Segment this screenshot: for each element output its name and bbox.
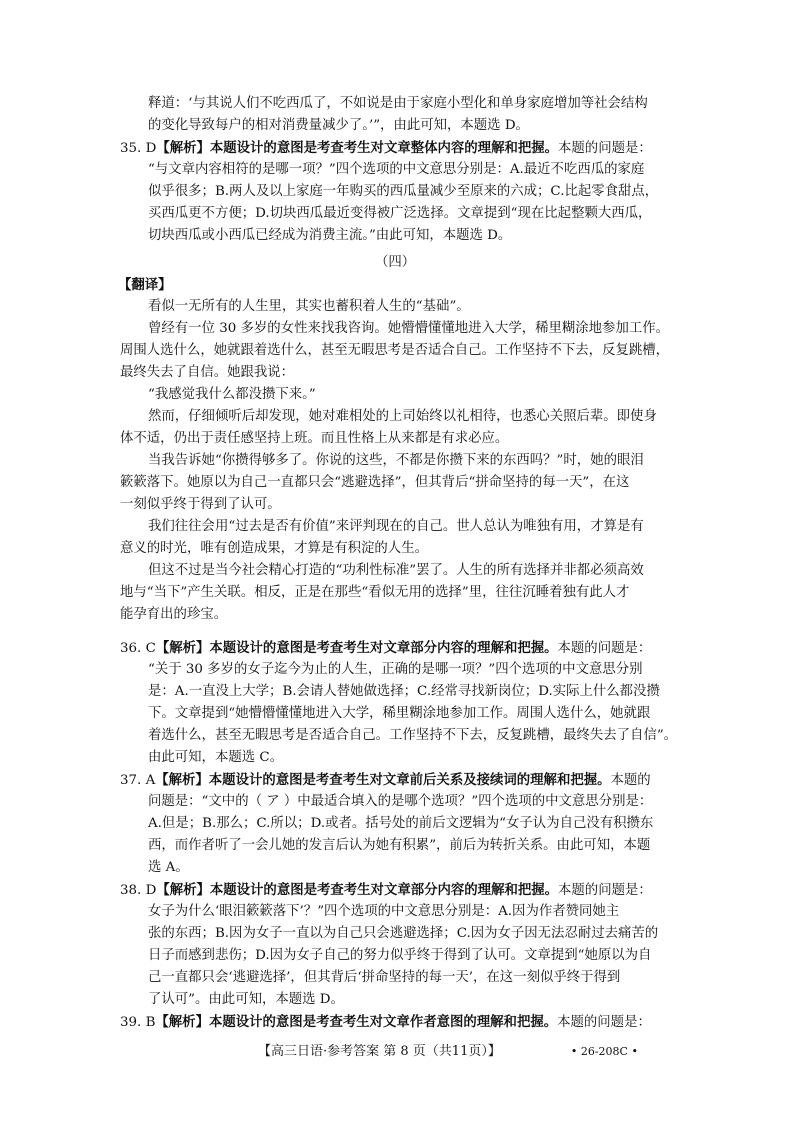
q36-line: 是：A.一直没上大学；B.会请人替她做选择；C.经常寻找新岗位；D.实际上什么都没攒 (148, 684, 660, 700)
q34-line-2: 的变化导致每户的相对消费量减少了。’”，由此可知，本题选 D。 (148, 117, 529, 133)
footer-code: • 26-208C • (570, 1045, 638, 1058)
q38-line: 己一直都只会‘逃避选择’，但其背后‘拼命坚持的每一天’，在这一刻似乎终于得到 (148, 970, 621, 986)
q36-line: 由此可知，本题选 C。 (148, 750, 284, 766)
translation-line: 当我告诉她“你攒得够多了。你说的这些，不都是你攒下来的东西吗？”时，她的眼泪 (148, 453, 644, 469)
q36-lead: 本题设计的意图是考查考生对文章部分内容的理解和把握。 (209, 640, 558, 657)
q39-answer: B (145, 1015, 156, 1030)
translation-line: 体不适，仍出于责任感坚持上班。而且性格上从来都是有求必应。 (120, 431, 509, 447)
translation-line: 但这不过是当今社会精心打造的“功利性标准”罢了。人生的所有选择并非都必须高效 (148, 563, 644, 579)
translation-line: 能孕育出的珍宝。 (120, 607, 228, 623)
q36-line: 下。文章提到“她懵懵懂懂地进入大学，稀里糊涂地参加工作。周围人选什么，她就跟 (148, 706, 651, 722)
footer-page-label: 【高三日语·参考答案 第 8 页（共11页）】 (258, 1044, 501, 1059)
q37-tag: 【解析】 (155, 772, 209, 789)
q35-line-2: “与文章内容相符的是哪一项？”四个选项的中文意思分别是：A.最近不吃西瓜的家庭 (148, 161, 645, 177)
q37-line: 选 A。 (148, 860, 189, 876)
q36-number: 36. (120, 641, 142, 657)
q38-line: 日子而感到悲伤；D.因为女子自己的努力似乎终于得到了认可。文章提到“她原以为自 (148, 948, 652, 964)
q38-number: 38. (120, 883, 142, 899)
q37-line: 西，而作者听了一会儿她的发言后认为她有积累”，前后为转折关系。由此可知，本题 (148, 838, 651, 854)
q38-line: 女子为什么‘眼泪簌簌落下’？”四个选项的中文意思分别是：A.因为作者赞同她主 (148, 904, 620, 920)
q36-tag: 【解析】 (155, 640, 210, 657)
q38-tag: 【解析】 (156, 882, 210, 899)
q37-lead-rest: 本题的 (610, 773, 651, 789)
q35-line-3: 似乎很多；B.两人及以上家庭一年购买的西瓜量减少至原来的六成；C.比起零食甜点， (148, 183, 659, 199)
q35-line-4: 买西瓜更不方便；D.切块西瓜最近变得被广泛选择。文章提到“现在比起整颗大西瓜， (148, 205, 652, 221)
q35-answer: D (145, 140, 157, 156)
q37-line: A.但是；B.那么；C.所以；D.或者。括号处的前后文逻辑为“女子认为自己没有积攒东 (148, 816, 654, 832)
q38-lead: 本题设计的意图是考查考生对文章部分内容的理解和把握。 (209, 882, 559, 899)
q38-lead-rest: 本题的问题是： (558, 883, 652, 899)
translation-line: “我感觉我什么都没攒下来。” (148, 387, 316, 403)
q36-line: “关于 30 多岁的女子迄今为止的人生，正确的是哪一项？”四个选项的中文意思分别 (148, 662, 643, 678)
q34-line-1: 释道：‘与其说人们不吃西瓜了，不如说是由于家庭小型化和单身家庭增加等社会结构 (148, 96, 648, 111)
section-title: （四） (375, 255, 416, 271)
q39-lead-rest: 本题的问题是： (557, 1015, 651, 1030)
q35-number: 35. (120, 140, 142, 156)
translation-line: 曾经有一位 30 多岁的女性来找我咨询。她懵懵懂懂地进入大学，稀里糊涂地参加工作。 (148, 321, 670, 337)
translation-line: 然而，仔细倾听后却发现，她对难相处的上司始终以礼相待，也悉心关照后辈。即使身 (148, 409, 657, 425)
q37-answer: A (145, 773, 156, 789)
q36-line: 着选什么，甚至无暇思考是否适合自己。工作坚持不下去，反复跳槽，最终失去了自信”。 (148, 728, 678, 744)
q38-line: 张的东西；B.因为女子一直以为自己只会逃避选择；C.因为女子因无法忍耐过去痛苦的 (148, 926, 659, 942)
q36-header (120, 638, 651, 658)
q37-line: 问题是：“文中的（ ア ）中最适合填入的是哪个选项？”四个选项的中文意思分别是： (148, 794, 653, 810)
q35-line-5: 切块西瓜或小西瓜已经成为消费主流。”由此可知，本题选 D。 (148, 227, 512, 243)
translation-line: 簌簌落下。她原以为自己一直都只会“逃避选择”，但其背后“拼命坚持的每一天”，在这 (120, 475, 630, 491)
q39-lead: 本题设计的意图是考查考生对文章作者意图的理解和把握。 (208, 1014, 558, 1030)
translation-line: 意义的时光，唯有创造成果，才算是有积淀的人生。 (120, 541, 428, 557)
q38-header (120, 880, 652, 900)
translation-line: 周围人选什么，她就跟着选什么，甚至无暇思考是否适合自己。工作坚持不下去，反复跳槽， (120, 343, 670, 359)
q37-number: 37. (120, 773, 142, 789)
translation-line: 一刻似乎终于得到了认可。 (120, 497, 281, 513)
translation-line: 地与“当下”产生关联。相反，正是在那些“看似无用的选择”里，往往沉睡着独有此人才 (120, 585, 630, 601)
q36-lead-rest: 本题的问题是： (557, 641, 652, 657)
q35-tag: 【解析】 (156, 139, 210, 156)
q39-tag: 【解析】 (155, 1014, 209, 1030)
q35-header (120, 138, 652, 158)
translation-line: 最终失去了自信。她跟我说： (120, 365, 295, 381)
q35-lead-rest: 本题的问题是： (558, 140, 652, 156)
q38-line: 了认可”。由此可知，本题选 D。 (148, 992, 344, 1007)
q35-lead: 本题设计的意图是考查考生对文章整体内容的理解和把握。 (209, 139, 559, 156)
translation-line: 我们往往会用“过去是否有价值”来评判现在的自己。世人总认为唯独有用，才算是有 (148, 519, 644, 535)
q37-header (120, 770, 651, 790)
q37-lead: 本题设计的意图是考查考生对文章前后关系及接续词的理解和把握。 (208, 772, 611, 789)
translation-heading: 【翻译】 (118, 277, 172, 294)
q39-number: 39. (120, 1015, 142, 1030)
q36-answer: C (145, 641, 156, 657)
translation-line: 看似一无所有的人生里，其实也蓄积着人生的“基础”。 (148, 299, 470, 315)
page-footer (258, 1040, 638, 1059)
q39-header (120, 1012, 651, 1032)
q38-answer: D (145, 883, 157, 899)
